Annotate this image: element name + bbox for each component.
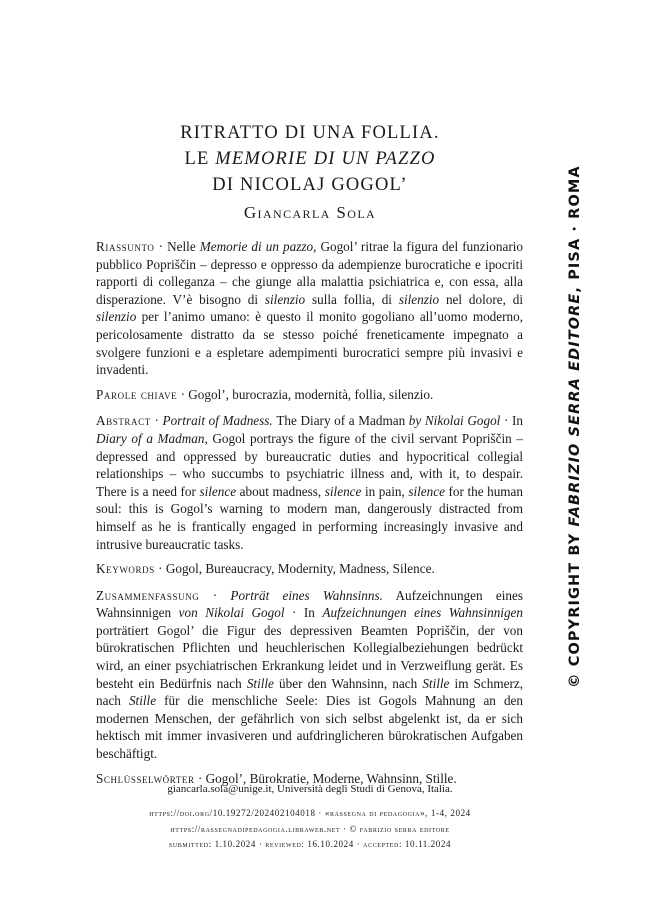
- italic-text: silenzio: [264, 291, 306, 307]
- italic-text: Porträt eines Wahnsinns.: [230, 587, 383, 603]
- title-italic-work: MEMORIE DI UN PAZZO: [215, 149, 436, 169]
- text: nel dolore, di: [439, 291, 523, 307]
- separator: ·: [150, 413, 163, 429]
- text: The: [276, 413, 301, 429]
- parole-chiave-label: Parole chiave: [96, 386, 178, 402]
- italic-text: Aufzeichnungen eines Wahnsinnigen: [322, 605, 523, 621]
- text: Aufzeichnungen eines Wahnsinnigen: [96, 587, 523, 621]
- author-name: Giancarla Sola: [243, 203, 377, 222]
- abstracts-section: [96, 238, 523, 787]
- riassunto-paragraph: [96, 238, 523, 379]
- title-line-2: [0, 146, 620, 172]
- separator: ·: [154, 561, 166, 577]
- italic-text: silence: [324, 483, 362, 499]
- text: · In: [284, 605, 323, 621]
- zusammenfassung-label: Zusammenfassung: [96, 587, 200, 603]
- text: about madness,: [236, 483, 325, 499]
- text: Gogol, Bureaucracy, Modernity, Madness, Silence.: [165, 561, 435, 577]
- text: über den Wahnsinn, nach: [273, 675, 423, 691]
- italic-text: silence: [408, 483, 445, 499]
- italic-text: by Nikolai Gogol: [405, 413, 501, 429]
- abstract-paragraph: [96, 412, 523, 553]
- author-affiliation: giancarla.sola@unige.it, Università degli Studi di Genova, Italia.: [167, 783, 453, 795]
- italic-text: silenzio: [96, 309, 137, 325]
- text: , Gogol’ ritrae la figura del funzionario pubblico Popriščin – depresso e oppresso da adempienze burocratiche e ipocriti rapporti di colleganza – che giunge alla malattia psichiatrica e, con essa, alla disperazione. V’è bisogno di: [96, 239, 523, 307]
- title-line-1: RITRATTO DI UNA FOLLIA.: [180, 123, 440, 143]
- text: für die menschliche Seele: Dies ist Gogols Mahnung an den modernen Menschen, der gefährlich von sich selbst abgelenkt ist, da er sich hektisch mit immer invasiveren und aufdringlicheren bürokratischen Aufgaben beschäftigt.: [96, 693, 523, 762]
- separator: ·: [199, 587, 231, 603]
- text: sulla follia, di: [305, 291, 399, 307]
- italic-text: Diary of a Madman: [96, 430, 205, 446]
- text: Gogol’, Bürokratie, Moderne, Wahnsinn, Stille.: [205, 770, 457, 786]
- text: for the human soul: this is Gogol’s warning to modern man, dangerously distracted from himself as he is frantically engaged in performing increasingly invasive and intrusive bureaucratic tasks.: [96, 483, 524, 552]
- title-line-2-prefix: LE: [184, 149, 216, 169]
- separator: ·: [154, 239, 168, 254]
- text: porträtiert Gogol’ die Figur des depressiven Beamten Popriščin, der von bürokratischen Pflichten und heuchlerischen Kollegialbeziehungen bedrückt wird, an einer psychiatrischen Erkrankung leidet und in Verzweiflung gerät. Es besteht ein Bedürfnis nach: [96, 622, 523, 691]
- text: Nelle: [167, 239, 200, 254]
- publisher-name: FABRIZIO SERRA EDITORE: [567, 292, 583, 527]
- keywords-paragraph: [96, 560, 523, 578]
- schluesselwoerter-label: Schlüsselwörter: [96, 770, 195, 786]
- italic-text: Memorie di un pazzo: [199, 239, 314, 254]
- doi-line: https://doi.org/10.19272/202402104018 · «rassegna di pedagogia», 1-4, 2024: [149, 808, 471, 818]
- italic-text: Stille: [422, 675, 450, 691]
- riassunto-label: Riassunto: [96, 239, 155, 254]
- abstract-label: Abstract: [96, 413, 151, 429]
- separator: ·: [177, 386, 189, 402]
- separator: ·: [194, 770, 206, 786]
- zusammenfassung-paragraph: [96, 587, 523, 763]
- italic-text: Portrait of Madness.: [162, 413, 277, 429]
- text: , Gogol portrays the figure of the civil servant Popriščin – depressed and oppressed by bureaucratic duties and hypocritical collegial relationships – who succumbs to psychiatric illness and, with it, to despair. There is a need for: [96, 430, 523, 499]
- title-line-3: DI NICOLAJ GOGOL’: [212, 175, 408, 195]
- text: im Schmerz, nach: [96, 675, 523, 709]
- italic-text: von Nikolai Gogol: [178, 605, 285, 621]
- italic-text: silenzio: [398, 291, 440, 307]
- keywords-label: Keywords: [96, 561, 155, 577]
- copyright-symbol: ©: [567, 672, 583, 688]
- text: Diary of a Madman: [300, 413, 406, 429]
- copyright-sidebar: [567, 165, 583, 688]
- website-line: https://rassegnadipedagogia.libraweb.net · © fabrizio serra editore: [170, 823, 450, 834]
- article-title: [0, 120, 620, 198]
- italic-text: Stille: [128, 693, 157, 709]
- dates-line: submitted: 1.10.2024 · reviewed: 16.10.2024 · accepted: 10.11.2024: [168, 839, 452, 849]
- italic-text: Stille: [246, 675, 274, 691]
- copyright-suffix: , PISA · ROMA: [567, 165, 583, 293]
- text: in pain,: [361, 483, 409, 499]
- copyright-prefix: COPYRIGHT BY: [567, 526, 583, 673]
- parole-chiave-paragraph: [96, 386, 523, 404]
- text: per l’animo umano: è questo il monito gogoliano all’uomo moderno, pericolosamente distratto da se stesso poiché freneticamente impegnato a svolgere funzioni e a espletare adempimenti burocratici sempre più invasivi e invadenti.: [96, 309, 523, 378]
- page-footer: [0, 783, 620, 853]
- text: Gogol’, burocrazia, modernità, follia, silenzio.: [188, 386, 434, 402]
- text: · In: [500, 413, 523, 429]
- italic-text: silence: [199, 483, 237, 499]
